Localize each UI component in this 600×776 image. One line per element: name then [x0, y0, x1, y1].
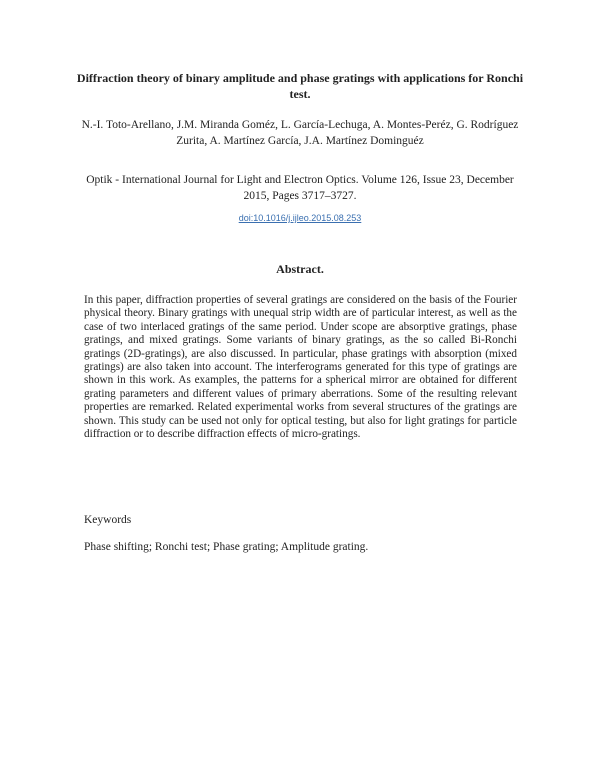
- doi-link[interactable]: doi:10.1016/j.ijleo.2015.08.253: [238, 213, 362, 223]
- journal-citation: Optik - International Journal for Light and Electron Optics. Volume 126, Issue 23, December 2015, Pages 3717–3727.: [86, 174, 514, 202]
- keywords-list: Phase shifting; Ronchi test; Phase grating; Amplitude grating.: [84, 541, 369, 553]
- paper-title: Diffraction theory of binary amplitude and phase gratings with applications for Ronchi test.: [76, 71, 524, 101]
- abstract-heading: Abstract.: [276, 262, 324, 276]
- keywords-heading: Keywords: [84, 514, 132, 526]
- author-list: N.-I. Toto-Arellano, J.M. Miranda Goméz, L. García-Lechuga, A. Montes-Peréz, G. Rodríguez Zurita, A. Martínez García, J.A. Martínez Dominguéz: [81, 119, 519, 147]
- abstract-body: In this paper, diffraction properties of several gratings are considered on the basis of the Fourier physical theory. Binary gratings with unequal strip width are of particular interest, as well as the case of two interlaced gratings of the same period. Under scope are absorptive gratings, phase gratings, and mixed gratings. Some variants of binary gratings, as the so called Bi-Ronchi gratings (2D-gratings), are also discussed. In particular, phase gratings with absorption (mixed gratings) are also taken into account. The interferograms generated for this type of gratings are shown in this work. As examples, the patterns for a spherical mirror are obtained for different grating parameters and different values of primary aberrations. Some of the resulting relevant properties are remarked. Related experimental works from several structures of the gratings are shown. This study can be used not only for optical testing, but also for light gratings for particle diffraction or to describe diffraction effects of micro-gratings.: [84, 294, 517, 441]
